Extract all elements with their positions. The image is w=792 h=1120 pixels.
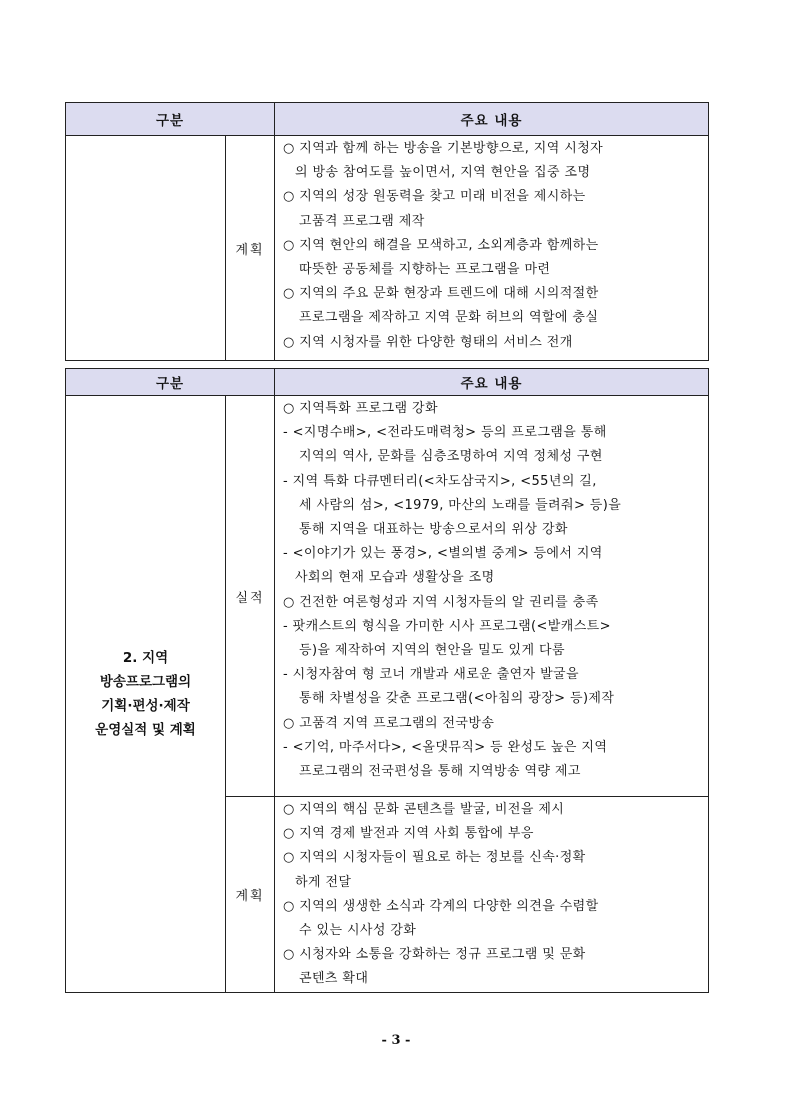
header-category: 구분 <box>66 369 275 396</box>
content-line: - 지역 특화 다큐멘터리(<차도삼국지>, <55년의 길, <box>283 473 597 489</box>
content-line: 따뜻한 공동체를 지향하는 프로그램을 마련 <box>299 262 551 278</box>
content-line: ○ 지역 경제 발전과 지역 사회 통합에 부응 <box>283 826 534 842</box>
sub-label-plan: 계획 <box>226 797 275 993</box>
content-line: ○ 지역의 주요 문화 현장과 트렌드에 대해 시의적절한 <box>283 286 599 302</box>
header-content: 주요 내용 <box>275 103 709 136</box>
category-line: 방송프로그램의 <box>99 673 192 690</box>
content-line: ○ 지역 현안의 해결을 모색하고, 소외계층과 함께하는 <box>283 237 599 253</box>
content-line: ○ 지역의 생생한 소식과 각계의 다양한 의견을 수렴할 <box>283 898 599 914</box>
table-header-row <box>66 369 709 396</box>
content-line: 의 방송 참여도를 높이면서, 지역 현안을 집중 조명 <box>295 165 591 181</box>
content-line: - <기억, 마주서다>, <올댓뮤직> 등 완성도 높은 지역 <box>283 739 608 755</box>
content-line: ○ 지역특화 프로그램 강화 <box>283 401 438 416</box>
content-line: 통해 지역을 대표하는 방송으로서의 위상 강화 <box>299 522 568 538</box>
content-line: ○ 건전한 여론형성과 지역 시청자들의 알 권리를 충족 <box>283 594 599 610</box>
content-line: ○ 고품격 지역 프로그램의 전국방송 <box>283 715 495 731</box>
sub-label-results: 실적 <box>226 396 275 797</box>
content-line: 등)을 제작하여 지역의 현안을 밀도 있게 다룸 <box>299 643 565 659</box>
content-line: 사회의 현재 모습과 생활상을 조명 <box>295 570 495 586</box>
content-line: ○ 지역의 시청자들이 필요로 하는 정보를 신속·정확 <box>283 850 586 866</box>
content-line: 프로그램의 전국편성을 통해 지역방송 역량 제고 <box>299 764 581 780</box>
content-line: 세 사람의 섬>, <1979, 마산의 노래를 들려줘> 등)을 <box>299 497 622 513</box>
category-line: 기획·편성·제작 <box>101 697 190 714</box>
page-number: - 3 - <box>381 1033 411 1048</box>
category-cell <box>66 396 226 993</box>
content-line: - <지명수배>, <전라도매력청> 등의 프로그램을 통해 <box>283 425 607 441</box>
table-row <box>66 136 709 361</box>
content-line: ○ 지역 시청자를 위한 다양한 형태의 서비스 전개 <box>283 334 573 350</box>
content-line: ○ 지역의 성장 원동력을 찾고 미래 비전을 제시하는 <box>283 189 586 205</box>
header-content: 주요 내용 <box>275 369 709 396</box>
results-plan-table <box>65 368 709 993</box>
table-header-row <box>66 103 709 136</box>
content-line: 고품격 프로그램 제작 <box>299 213 425 229</box>
content-line: ○ 시청자와 소통을 강화하는 정규 프로그램 및 문화 <box>283 947 586 963</box>
sub-label-plan: 계획 <box>226 136 275 361</box>
category-line: 2. 지역 <box>122 649 169 666</box>
plan-table <box>65 102 709 361</box>
content-line: ○ 지역과 함께 하는 방송을 기본방향으로, 지역 시청자 <box>283 141 604 156</box>
category-cell-empty <box>66 136 226 361</box>
content-line: 수 있는 시사성 강화 <box>299 923 417 939</box>
results-content-cell <box>275 396 709 797</box>
content-line: 하게 전달 <box>295 874 352 890</box>
content-cell <box>275 136 709 361</box>
content-line: - 시청자참여 형 코너 개발과 새로운 출연자 발굴을 <box>283 667 579 683</box>
content-line: - <이야기가 있는 풍경>, <별의별 중계> 등에서 지역 <box>283 546 603 562</box>
content-line: 지역의 역사, 문화를 심층조명하여 지역 정체성 구현 <box>299 449 603 465</box>
content-line: - 팟캐스트의 형식을 가미한 시사 프로그램(<밭캐스트> <box>283 618 611 634</box>
content-line: 통해 차별성을 갖춘 프로그램(<아침의 광장> 등)제작 <box>299 691 615 707</box>
plan-content-cell <box>275 797 709 993</box>
content-line: 프로그램을 제작하고 지역 문화 허브의 역할에 충실 <box>299 310 599 326</box>
table-row <box>66 396 709 797</box>
header-category: 구분 <box>66 103 275 136</box>
content-line: 콘텐츠 확대 <box>299 971 369 987</box>
content-line: ○ 지역의 핵심 문화 콘텐츠를 발굴, 비전을 제시 <box>283 802 565 817</box>
category-line: 운영실적 및 계획 <box>95 721 196 738</box>
